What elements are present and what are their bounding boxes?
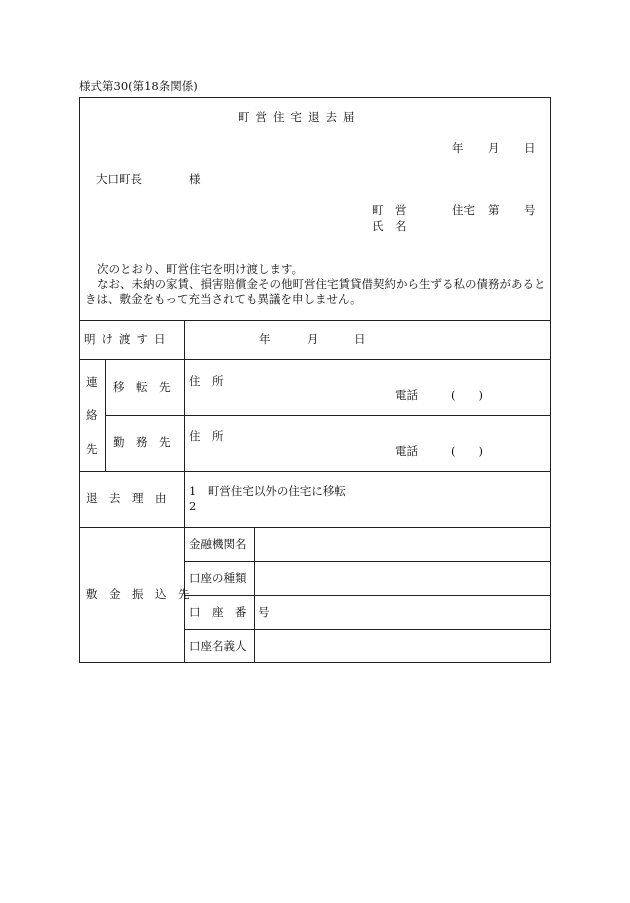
contact-label-3: 先 <box>86 442 98 456</box>
tenant-housing-label: 住宅 <box>452 203 475 217</box>
column-divider <box>184 320 185 663</box>
statement-line-1: 次のとおり、町営住宅を明け渡します。 <box>97 262 304 276</box>
reason-label: 退 去 理 由 <box>86 491 167 505</box>
deposit-transfer-label: 敷 金 振 込 先 <box>86 587 190 601</box>
move-phone-areacode: ( ) <box>451 388 483 402</box>
date-day-label: 日 <box>524 141 536 155</box>
workplace-label: 勤 務 先 <box>113 435 171 449</box>
row-divider <box>79 527 551 528</box>
row-divider <box>184 595 551 596</box>
row-divider <box>184 629 551 630</box>
column-divider <box>105 359 106 471</box>
handover-date-label: 明け渡す日 <box>84 332 172 346</box>
handover-day: 日 <box>354 332 366 346</box>
row-divider <box>79 359 551 360</box>
move-destination-label: 移 転 先 <box>113 380 171 394</box>
tenant-housing-number: 第 <box>488 203 500 217</box>
row-divider <box>79 320 551 321</box>
contact-label-1: 連 <box>86 375 98 389</box>
move-phone-label: 電話 <box>395 388 418 402</box>
account-type-label: 口座の種類 <box>189 571 247 585</box>
workplace-address-label: 住 所 <box>189 429 224 443</box>
date-month-label: 月 <box>488 141 500 155</box>
reason-option-2: 2 <box>189 499 197 513</box>
bank-name-label: 金融機関名 <box>189 537 247 551</box>
row-divider <box>79 471 551 472</box>
workplace-phone-areacode: ( ) <box>451 444 483 458</box>
workplace-phone-label: 電話 <box>395 444 418 458</box>
row-divider <box>184 561 551 562</box>
handover-month: 月 <box>307 332 319 346</box>
tenant-name-label: 氏 名 <box>372 219 407 233</box>
reason-option-1: 1 町営住宅以外の住宅に移転 <box>189 484 346 498</box>
row-divider <box>105 415 551 416</box>
date-year-label: 年 <box>452 141 464 155</box>
tenant-housing-go: 号 <box>524 203 536 217</box>
column-divider <box>254 527 255 663</box>
form-number-label: 様式第30(第18条関係) <box>79 79 198 93</box>
form-title: 町営住宅退去届 <box>238 110 361 124</box>
account-number-label: 口 座 番 号 <box>189 605 270 619</box>
move-address-label: 住 所 <box>189 374 224 388</box>
contact-label-2: 絡 <box>86 408 98 422</box>
statement-line-2: なお、未納の家賃、損害賠償金その他町営住宅賃貸借契約から生ずる私の債務があるときは、敷金をもって充当されても異議を申しません。 <box>85 277 546 306</box>
account-holder-label: 口座名義人 <box>189 639 247 653</box>
addressee-name: 大口町長 <box>96 172 142 186</box>
handover-year: 年 <box>259 332 271 346</box>
addressee-suffix: 様 <box>189 172 201 186</box>
tenant-housing-prefix: 町 営 <box>372 203 407 217</box>
